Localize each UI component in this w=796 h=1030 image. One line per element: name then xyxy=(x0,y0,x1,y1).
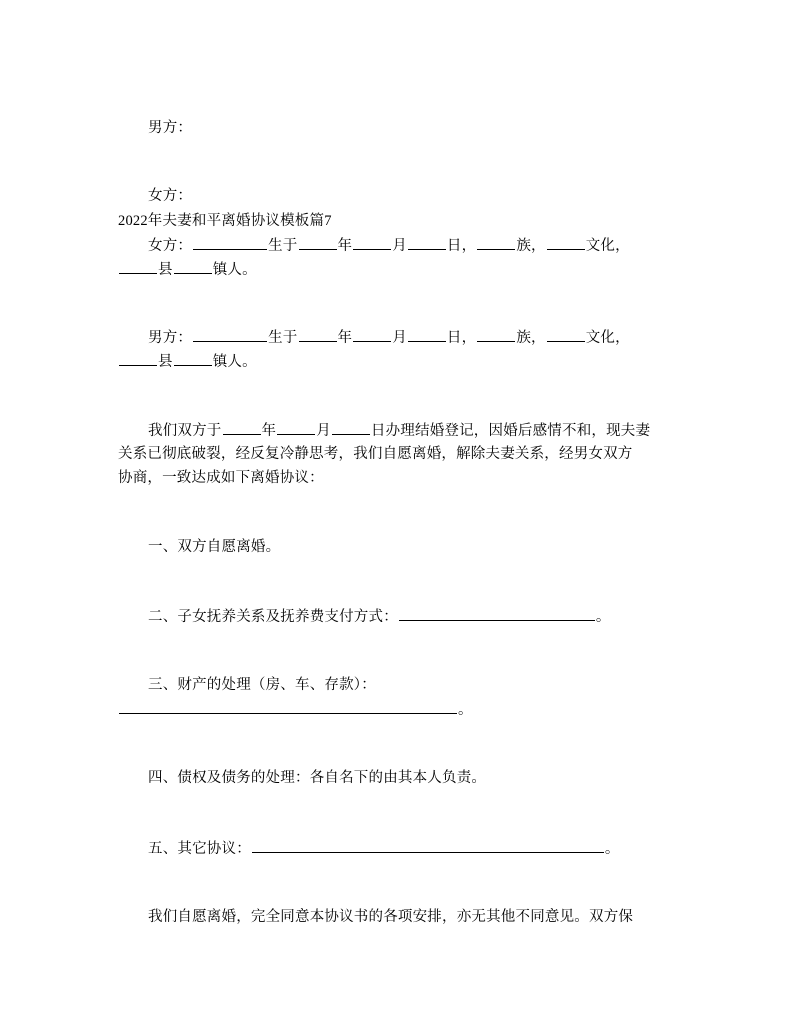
other-agreement-blank[interactable] xyxy=(252,838,604,853)
year-text: 年 xyxy=(261,423,277,439)
town-blank[interactable] xyxy=(174,351,212,366)
education-text: 文化， xyxy=(585,238,630,254)
name-blank[interactable] xyxy=(193,235,267,250)
intro-line-1 xyxy=(148,420,650,441)
period: 。 xyxy=(458,702,473,718)
born-text: 生于 xyxy=(268,238,298,254)
month-text: 月 xyxy=(392,330,407,346)
intro-line-2: 关系已彻底破裂，经反复冷静思考，我们自愿离婚，解除夫妻关系，经男女双方 xyxy=(118,446,633,462)
period: 。 xyxy=(604,841,620,857)
year-blank[interactable] xyxy=(223,420,261,435)
education-blank[interactable] xyxy=(547,327,585,342)
month-blank[interactable] xyxy=(277,420,315,435)
education-blank[interactable] xyxy=(547,235,585,250)
closing-line: 我们自愿离婚，完全同意本协议书的各项安排，亦无其他不同意见。双方保 xyxy=(148,909,634,925)
intro-prefix: 我们双方于 xyxy=(148,423,222,439)
town-text: 镇人。 xyxy=(212,354,257,370)
female-info-label: 女方： xyxy=(148,238,193,254)
day-text: 日， xyxy=(446,330,477,346)
female-origin-line xyxy=(118,259,257,280)
county-blank[interactable] xyxy=(119,259,157,274)
male-info-label: 男方： xyxy=(148,330,193,346)
day-text: 日， xyxy=(446,238,477,254)
ethnic-text: 族， xyxy=(516,238,546,254)
property-blank[interactable] xyxy=(119,699,457,714)
male-info-line xyxy=(148,327,630,348)
male-origin-line xyxy=(118,351,257,372)
clause-5 xyxy=(148,838,620,859)
month-text: 月 xyxy=(316,423,331,439)
clause-5-text: 五、其它协议： xyxy=(148,841,251,857)
year-text: 年 xyxy=(337,330,353,346)
male-label: 男方： xyxy=(148,120,193,136)
education-text: 文化， xyxy=(585,330,630,346)
female-label: 女方： xyxy=(148,188,193,204)
county-blank[interactable] xyxy=(119,351,157,366)
ethnic-text: 族， xyxy=(516,330,546,346)
name-blank[interactable] xyxy=(193,327,267,342)
month-blank[interactable] xyxy=(353,327,391,342)
clause-4: 四、债权及债务的处理：各自名下的由其本人负责。 xyxy=(148,770,487,786)
month-blank[interactable] xyxy=(353,235,391,250)
intro-rest: 日办理结婚登记，因婚后感情不和，现夫妻 xyxy=(370,423,651,439)
month-text: 月 xyxy=(392,238,407,254)
clause-1: 一、双方自愿离婚。 xyxy=(148,539,281,555)
period: 。 xyxy=(595,609,611,625)
town-text: 镇人。 xyxy=(212,262,257,278)
ethnic-blank[interactable] xyxy=(477,327,515,342)
county-text: 县 xyxy=(158,262,173,278)
year-blank[interactable] xyxy=(299,327,337,342)
year-blank[interactable] xyxy=(299,235,337,250)
custody-blank[interactable] xyxy=(399,606,595,621)
day-blank[interactable] xyxy=(408,235,446,250)
clause-3-fill-line xyxy=(118,699,473,720)
day-blank[interactable] xyxy=(332,420,370,435)
year-text: 年 xyxy=(337,238,353,254)
day-blank[interactable] xyxy=(408,327,446,342)
county-text: 县 xyxy=(158,354,173,370)
born-text: 生于 xyxy=(268,330,298,346)
clause-2 xyxy=(148,606,611,627)
clause-3: 三、财产的处理（房、车、存款）： xyxy=(148,677,376,693)
town-blank[interactable] xyxy=(174,259,212,274)
ethnic-blank[interactable] xyxy=(477,235,515,250)
clause-2-text: 二、子女抚养关系及抚养费支付方式： xyxy=(148,609,398,625)
female-info-line xyxy=(148,235,630,256)
intro-line-3: 协商，一致达成如下离婚协议： xyxy=(118,470,324,486)
section-title: 2022年夫妻和平离婚协议模板篇7 xyxy=(118,213,332,229)
